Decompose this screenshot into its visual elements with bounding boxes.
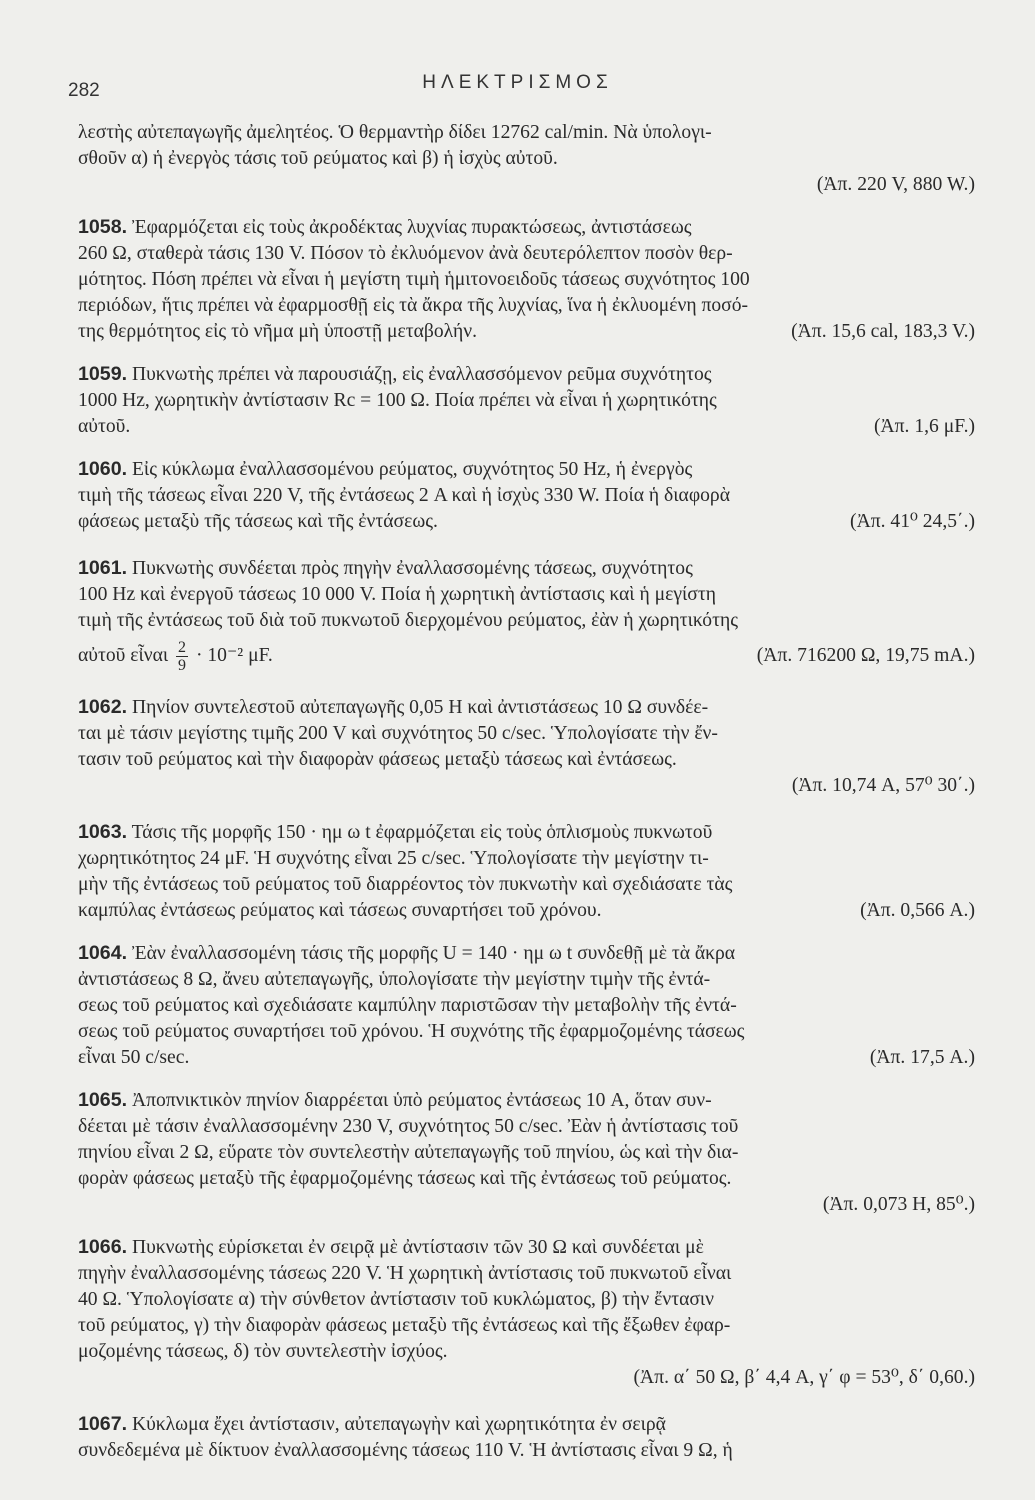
answer: (Ἀπ. 1,6 μF.) — [873, 416, 975, 437]
text-line: σεως τοῦ ρεύματος καὶ σχεδιάσατε καμπύλην παριστῶσαν τὴν μεταβολὴν τῆς ἐντά- — [78, 995, 737, 1016]
text-line: τιμὴ τῆς ἐντάσεως τοῦ διὰ τοῦ πυκνωτοῦ διερχομένου ρεύματος, ἐὰν ἡ χωρητικότης — [78, 610, 738, 631]
answer: (Ἀπ. 15,6 cal, 183,3 V.) — [791, 321, 975, 342]
text-line: 100 Hz καὶ ἐνεργοῦ τάσεως 10 000 V. Ποία ἡ χωρητικὴ ἀντίστασις καὶ ἡ μεγίστη — [78, 584, 716, 605]
problem-1060 — [78, 456, 975, 535]
formula-suffix: · 10⁻² μF. — [195, 644, 273, 666]
text-line: πηγὴν ἐναλλασσομένης τάσεως 220 V. Ἡ χωρητικὴ ἀντίστασις τοῦ πυκνωτοῦ εἶναι — [78, 1263, 732, 1284]
page-number: 282 — [68, 80, 100, 101]
problem-1064 — [78, 940, 975, 1071]
fraction-numerator: 2 — [178, 638, 187, 656]
text-line: ται μὲ τάσιν μεγίστης τιμῆς 200 V καὶ συχνότητος 50 c/sec. Ὑπολογίσατε τὴν ἔν- — [78, 723, 718, 744]
text-line: Τάσις τῆς μορφῆς 150 · ημ ω t ἐφαρμόζεται εἰς τοὺς ὁπλισμοὺς πυκνωτοῦ — [131, 822, 713, 843]
text-line: Πυκνωτὴς πρέπει νὰ παρουσιάζῃ, εἰς ἐναλλασσόμενον ρεῦμα συχνότητος — [131, 364, 712, 385]
problem-number: 1064. — [78, 942, 128, 964]
answer: (Ἀπ. α΄ 50 Ω, β΄ 4,4 A, γ΄ φ = 53⁰, δ΄ 0,60.) — [633, 1367, 975, 1388]
page-body — [78, 120, 975, 1464]
text-line: Κύκλωμα ἔχει ἀντίστασιν, αὐτεπαγωγὴν καὶ χωρητικότητα ἐν σειρᾷ — [131, 1414, 666, 1435]
problem-number: 1063. — [78, 821, 128, 843]
text-line: Εἰς κύκλωμα ἐναλλασσομένου ρεύματος, συχνότητος 50 Hz, ἡ ἐνεργὸς — [131, 459, 693, 480]
problem-number: 1058. — [78, 216, 128, 238]
answer: (Ἀπ. 17,5 A.) — [869, 1047, 975, 1068]
text-line: Πυκνωτὴς εὑρίσκεται ἐν σειρᾷ μὲ ἀντίστασιν τῶν 30 Ω καὶ συνδέεται μὲ — [131, 1237, 704, 1258]
text-line: τοῦ ρεύματος, γ) τὴν διαφορὰν φάσεως μεταξὺ τῆς ἐντάσεως καὶ τῆς ἔξωθεν ἐφαρ- — [78, 1315, 731, 1336]
problem-1065 — [78, 1087, 975, 1218]
text-line: 40 Ω. Ὑπολογίσατε α) τὴν σύνθετον ἀντίστασιν τοῦ κυκλώματος, β) τὴν ἔντασιν — [78, 1289, 715, 1310]
problem-1059 — [78, 361, 975, 440]
intro-continuation — [78, 120, 975, 198]
answer: (Ἀπ. 0,073 H, 85⁰.) — [822, 1194, 975, 1215]
problem-1061 — [78, 555, 975, 678]
text-line: εἶναι 50 c/sec. — [78, 1047, 190, 1068]
text-line: Ἐὰν ἐναλλασσομένη τάσις τῆς μορφῆς U = 140 · ημ ω t συνδεθῇ μὲ τὰ ἄκρα — [131, 943, 736, 964]
text-line: μότητος. Πόση πρέπει νὰ εἶναι ἡ μεγίστη τιμὴ ἡμιτονοειδοῦς τάσεως συχνότητος 100 — [78, 269, 750, 290]
text-line: Ἐφαρμόζεται εἰς τοὺς ἀκροδέκτας λυχνίας πυρακτώσεως, ἀντιστάσεως — [131, 217, 692, 238]
problem-1066 — [78, 1234, 975, 1391]
text-line: λεστὴς αὐτεπαγωγῆς ἀμελητέος. Ὁ θερμαντὴρ δίδει 12762 cal/min. Νὰ ὑπολογι- — [78, 122, 712, 143]
text-line: 1000 Hz, χωρητικὴν ἀντίστασιν Rc = 100 Ω. Ποία πρέπει νὰ εἶναι ἡ χωρητικότης — [78, 390, 717, 411]
text-line: Ἀποπνικτικὸν πηνίον διαρρέεται ὑπὸ ρεύματος ἐντάσεως 10 A, ὅταν συν- — [131, 1090, 712, 1111]
text-line: περιόδων, ἥτις πρέπει νὰ ἐφαρμοσθῇ εἰς τὰ ἄκρα τῆς λυχνίας, ἵνα ἡ ἐκλυομένη ποσό- — [78, 295, 749, 316]
problem-number: 1060. — [78, 458, 128, 480]
text-line: συνδεδεμένα μὲ δίκτυον ἐναλλασσομένης τάσεως 110 V. Ἡ ἀντίστασις εἶναι 9 Ω, ἡ — [78, 1440, 733, 1461]
answer: (Ἀπ. 10,74 A, 57⁰ 30΄.) — [791, 775, 975, 796]
problem-1067 — [78, 1411, 975, 1464]
text-line: πηνίου εἶναι 2 Ω, εὕρατε τὸν συντελεστὴν αὐτεπαγωγῆς τοῦ πηνίου, ὡς καὶ τὴν δια- — [78, 1142, 739, 1163]
text-line: ἀντιστάσεως 8 Ω, ἄνευ αὐτεπαγωγῆς, ὑπολογίσατε τὴν μεγίστην τιμὴν τῆς ἐντά- — [78, 969, 711, 990]
text-line: 260 Ω, σταθερὰ τάσις 130 V. Πόσον τὸ ἐκλυόμενον ἀνὰ δευτερόλεπτον ποσὸν θερ- — [78, 243, 733, 264]
text-line: αὐτοῦ. — [78, 416, 131, 437]
running-title: ΗΛΕΚΤΡΙΣΜΟΣ — [422, 72, 613, 93]
problem-number: 1061. — [78, 557, 128, 579]
text-line: χωρητικότητος 24 μF. Ἡ συχνότης εἶναι 25 c/sec. Ὑπολογίσατε τὴν μεγίστην τι- — [78, 848, 709, 869]
answer: (Ἀπ. 0,566 A.) — [860, 900, 975, 921]
problem-number: 1067. — [78, 1413, 128, 1435]
text-line: καμπύλας ἐντάσεως ρεύματος καὶ τάσεως συναρτήσει τοῦ χρόνου. — [78, 900, 602, 921]
problem-1062 — [78, 694, 975, 799]
fraction-denominator: 9 — [178, 656, 187, 674]
text-line: φορὰν φάσεως μεταξὺ τῆς ἐφαρμοζομένης τάσεως καὶ τῆς ἐντάσεως τοῦ ρεύματος. — [78, 1168, 732, 1189]
answer: (Ἀπ. 220 V, 880 W.) — [816, 174, 975, 195]
problem-number: 1062. — [78, 696, 128, 718]
text-line: της θερμότητος εἰς τὸ νῆμα μὴ ὑποστῇ μεταβολήν. — [78, 321, 478, 342]
text-line: μὴν τῆς ἐντάσεως τοῦ ρεύματος τοῦ διαρρέοντος τὸν πυκνωτὴν καὶ σχεδιάσατε τὰς — [78, 874, 733, 895]
problem-number: 1066. — [78, 1236, 128, 1258]
text-line: σθοῦν α) ἡ ἐνεργὸς τάσις τοῦ ρεύματος καὶ β) ἡ ἰσχὺς αὐτοῦ. — [78, 148, 558, 169]
text-line: Πηνίον συντελεστοῦ αὐτεπαγωγῆς 0,05 H καὶ ἀντιστάσεως 10 Ω συνδέε- — [131, 697, 709, 718]
formula-prefix: αὐτοῦ εἶναι — [78, 644, 169, 666]
answer: (Ἀπ. 716200 Ω, 19,75 mA.) — [756, 645, 975, 666]
formula — [78, 639, 273, 674]
problem-1063 — [78, 819, 975, 924]
problem-1058 — [78, 214, 975, 345]
text-line: δέεται μὲ τάσιν ἐναλλασσομένην 230 V, συχνότητος 50 c/sec. Ἐὰν ἡ ἀντίστασις τοῦ — [78, 1116, 739, 1137]
text-line: μοζομένης τάσεως, δ) τὸν συντελεστὴν ἰσχύος. — [78, 1341, 448, 1362]
text-line: φάσεως μεταξὺ τῆς τάσεως καὶ τῆς ἐντάσεως. — [78, 511, 438, 532]
answer: (Ἀπ. 41⁰ 24,5΄.) — [850, 511, 975, 532]
text-line: σεως τοῦ ρεύματος συναρτήσει τοῦ χρόνου. Ἡ συχνότης τῆς ἐφαρμοζομένης τάσεως — [78, 1021, 745, 1042]
text-line: τιμὴ τῆς τάσεως εἶναι 220 V, τῆς ἐντάσεως 2 A καὶ ἡ ἰσχὺς 330 W. Ποία ἡ διαφορὰ — [78, 485, 730, 506]
text-line: τασιν τοῦ ρεύματος καὶ τὴν διαφορὰν φάσεως μεταξὺ τάσεως καὶ ἐντάσεως. — [78, 749, 677, 770]
problem-number: 1065. — [78, 1089, 128, 1111]
text-line: Πυκνωτὴς συνδέεται πρὸς πηγὴν ἐναλλασσομένης τάσεως, συχνότητος — [131, 558, 693, 579]
fraction — [176, 639, 188, 674]
problem-number: 1059. — [78, 363, 128, 385]
